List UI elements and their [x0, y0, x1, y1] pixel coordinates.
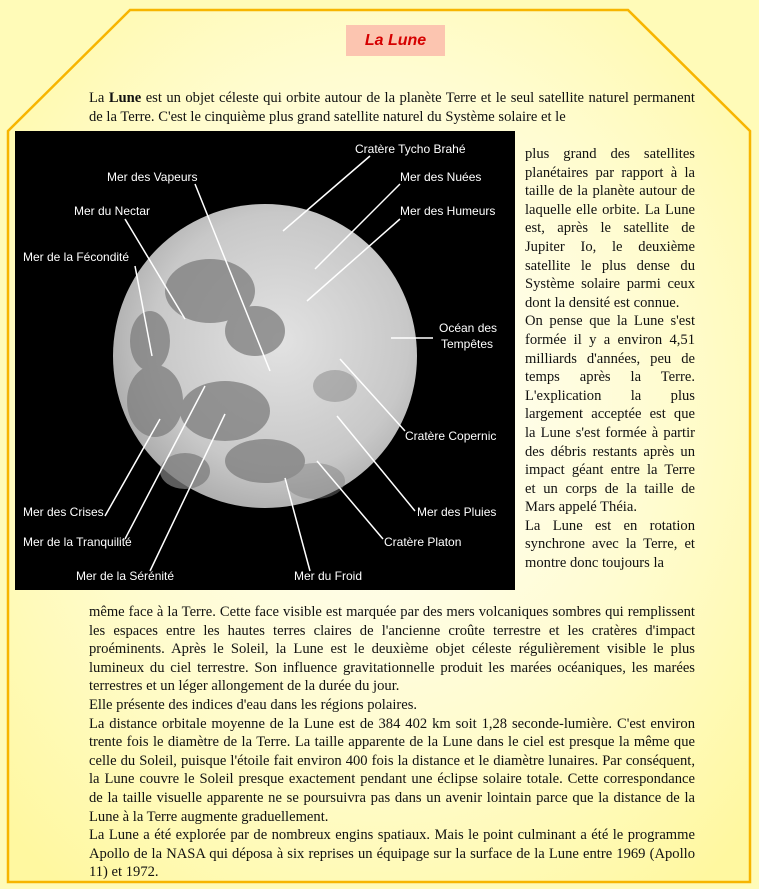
- moon-diagram: [15, 131, 515, 590]
- side-text: [525, 145, 695, 573]
- label-mer-du-froid: Mer du Froid: [294, 569, 363, 583]
- side-paragraph: plus grand des satellites planétaires par rapport à la taille de la planète autour de laquelle elle orbite. La Lune est, après le satellite de Jupiter Io, le deuxième satellite le plus dense du Système solaire parmi ceux dont la densité est connue.: [525, 146, 695, 311]
- label-mer-de-la-serenite: Mer de la Sérénité: [76, 569, 175, 583]
- intro-paragraph: [89, 89, 695, 126]
- page-title: La Lune: [346, 25, 445, 56]
- side-paragraph: On pense que la Lune s'est formée il y a environ 4,51 milliards d'années, peu de temps après la Terre. L'explication la plus largement acceptée est que la Lune s'est formée à partir des débris restants après un impact géant entre la Terre et un corps de la taille de Mars appelé Théia.: [525, 313, 695, 516]
- body-paragraph: même face à la Terre. Cette face visible est marquée par des mers volcaniques sombres qui remplissent les espaces entre les hautes terres claires de l'ancienne croûte terrestre et les cratères d'impact proéminents. Après le Soleil, la Lune est le deuxième objet céleste régulièrement visible le plus lumineux du ciel terrestre. Son influence gravitationnelle produit les marées océaniques, les marées terrestres et un léger allongement de la durée du jour.: [89, 604, 695, 695]
- label-mer-de-la-fecondite: Mer de la Fécondité: [23, 250, 130, 264]
- label-mer-des-crises: Mer des Crises: [23, 505, 104, 519]
- label-mer-des-humeurs: Mer des Humeurs: [400, 204, 496, 218]
- body-paragraph: La Lune a été explorée par de nombreux engins spatiaux. Mais le point culminant a été le programme Apollo de la NASA qui déposa à six reprises un équipage sur la surface de la Lune entre 1969 (Apollo 11) et 1972.: [89, 827, 695, 881]
- intro-rest: est un objet céleste qui orbite autour de la planète Terre et le seul satellite naturel permanent de la Terre. C'est le cinquième plus grand satellite naturel du Système solaire et le: [89, 90, 695, 125]
- side-paragraph: La Lune est en rotation synchrone avec la Terre, et montre donc toujours la: [525, 517, 695, 572]
- label-tycho: Cratère Tycho Brahé: [355, 142, 466, 156]
- label-mer-des-nuees: Mer des Nuées: [400, 170, 482, 184]
- intro-lead: La: [89, 90, 109, 106]
- label-cratere-copernic: Cratère Copernic: [405, 429, 497, 443]
- body-paragraph: La distance orbitale moyenne de la Lune est de 384 402 km soit 1,28 seconde-lumière. C'est environ trente fois le diamètre de la Terre. La taille apparente de la Lune dans le ciel est presque la même que celle du Soleil, puisque l'étoile fait environ 400 fois la distance et le diamètre lunaires. Par conséquent, la Lune couvre le Soleil presque exactement pendant une éclipse solaire totale. Cette correspondance de la taille visuelle apparente ne se poursuivra pas dans un avenir lointain parce que la distance de la Lune à la Terre augmente graduellement.: [89, 715, 695, 825]
- intro-bold-term: Lune: [108, 90, 142, 106]
- label-cratere-platon: Cratère Platon: [384, 535, 462, 549]
- body-paragraph: Elle présente des indices d'eau dans les régions polaires.: [89, 696, 418, 713]
- body-text: [89, 603, 695, 882]
- label-mer-des-vapeurs: Mer des Vapeurs: [107, 170, 198, 184]
- label-mer-des-pluies: Mer des Pluies: [417, 505, 497, 519]
- label-ocean-des-tempetes-line2: Tempêtes: [441, 337, 494, 351]
- label-mer-de-la-tranquilite: Mer de la Tranquilité: [23, 535, 132, 549]
- label-mer-du-nectar: Mer du Nectar: [74, 204, 151, 218]
- label-ocean-des-tempetes-line1: Océan des: [439, 321, 498, 335]
